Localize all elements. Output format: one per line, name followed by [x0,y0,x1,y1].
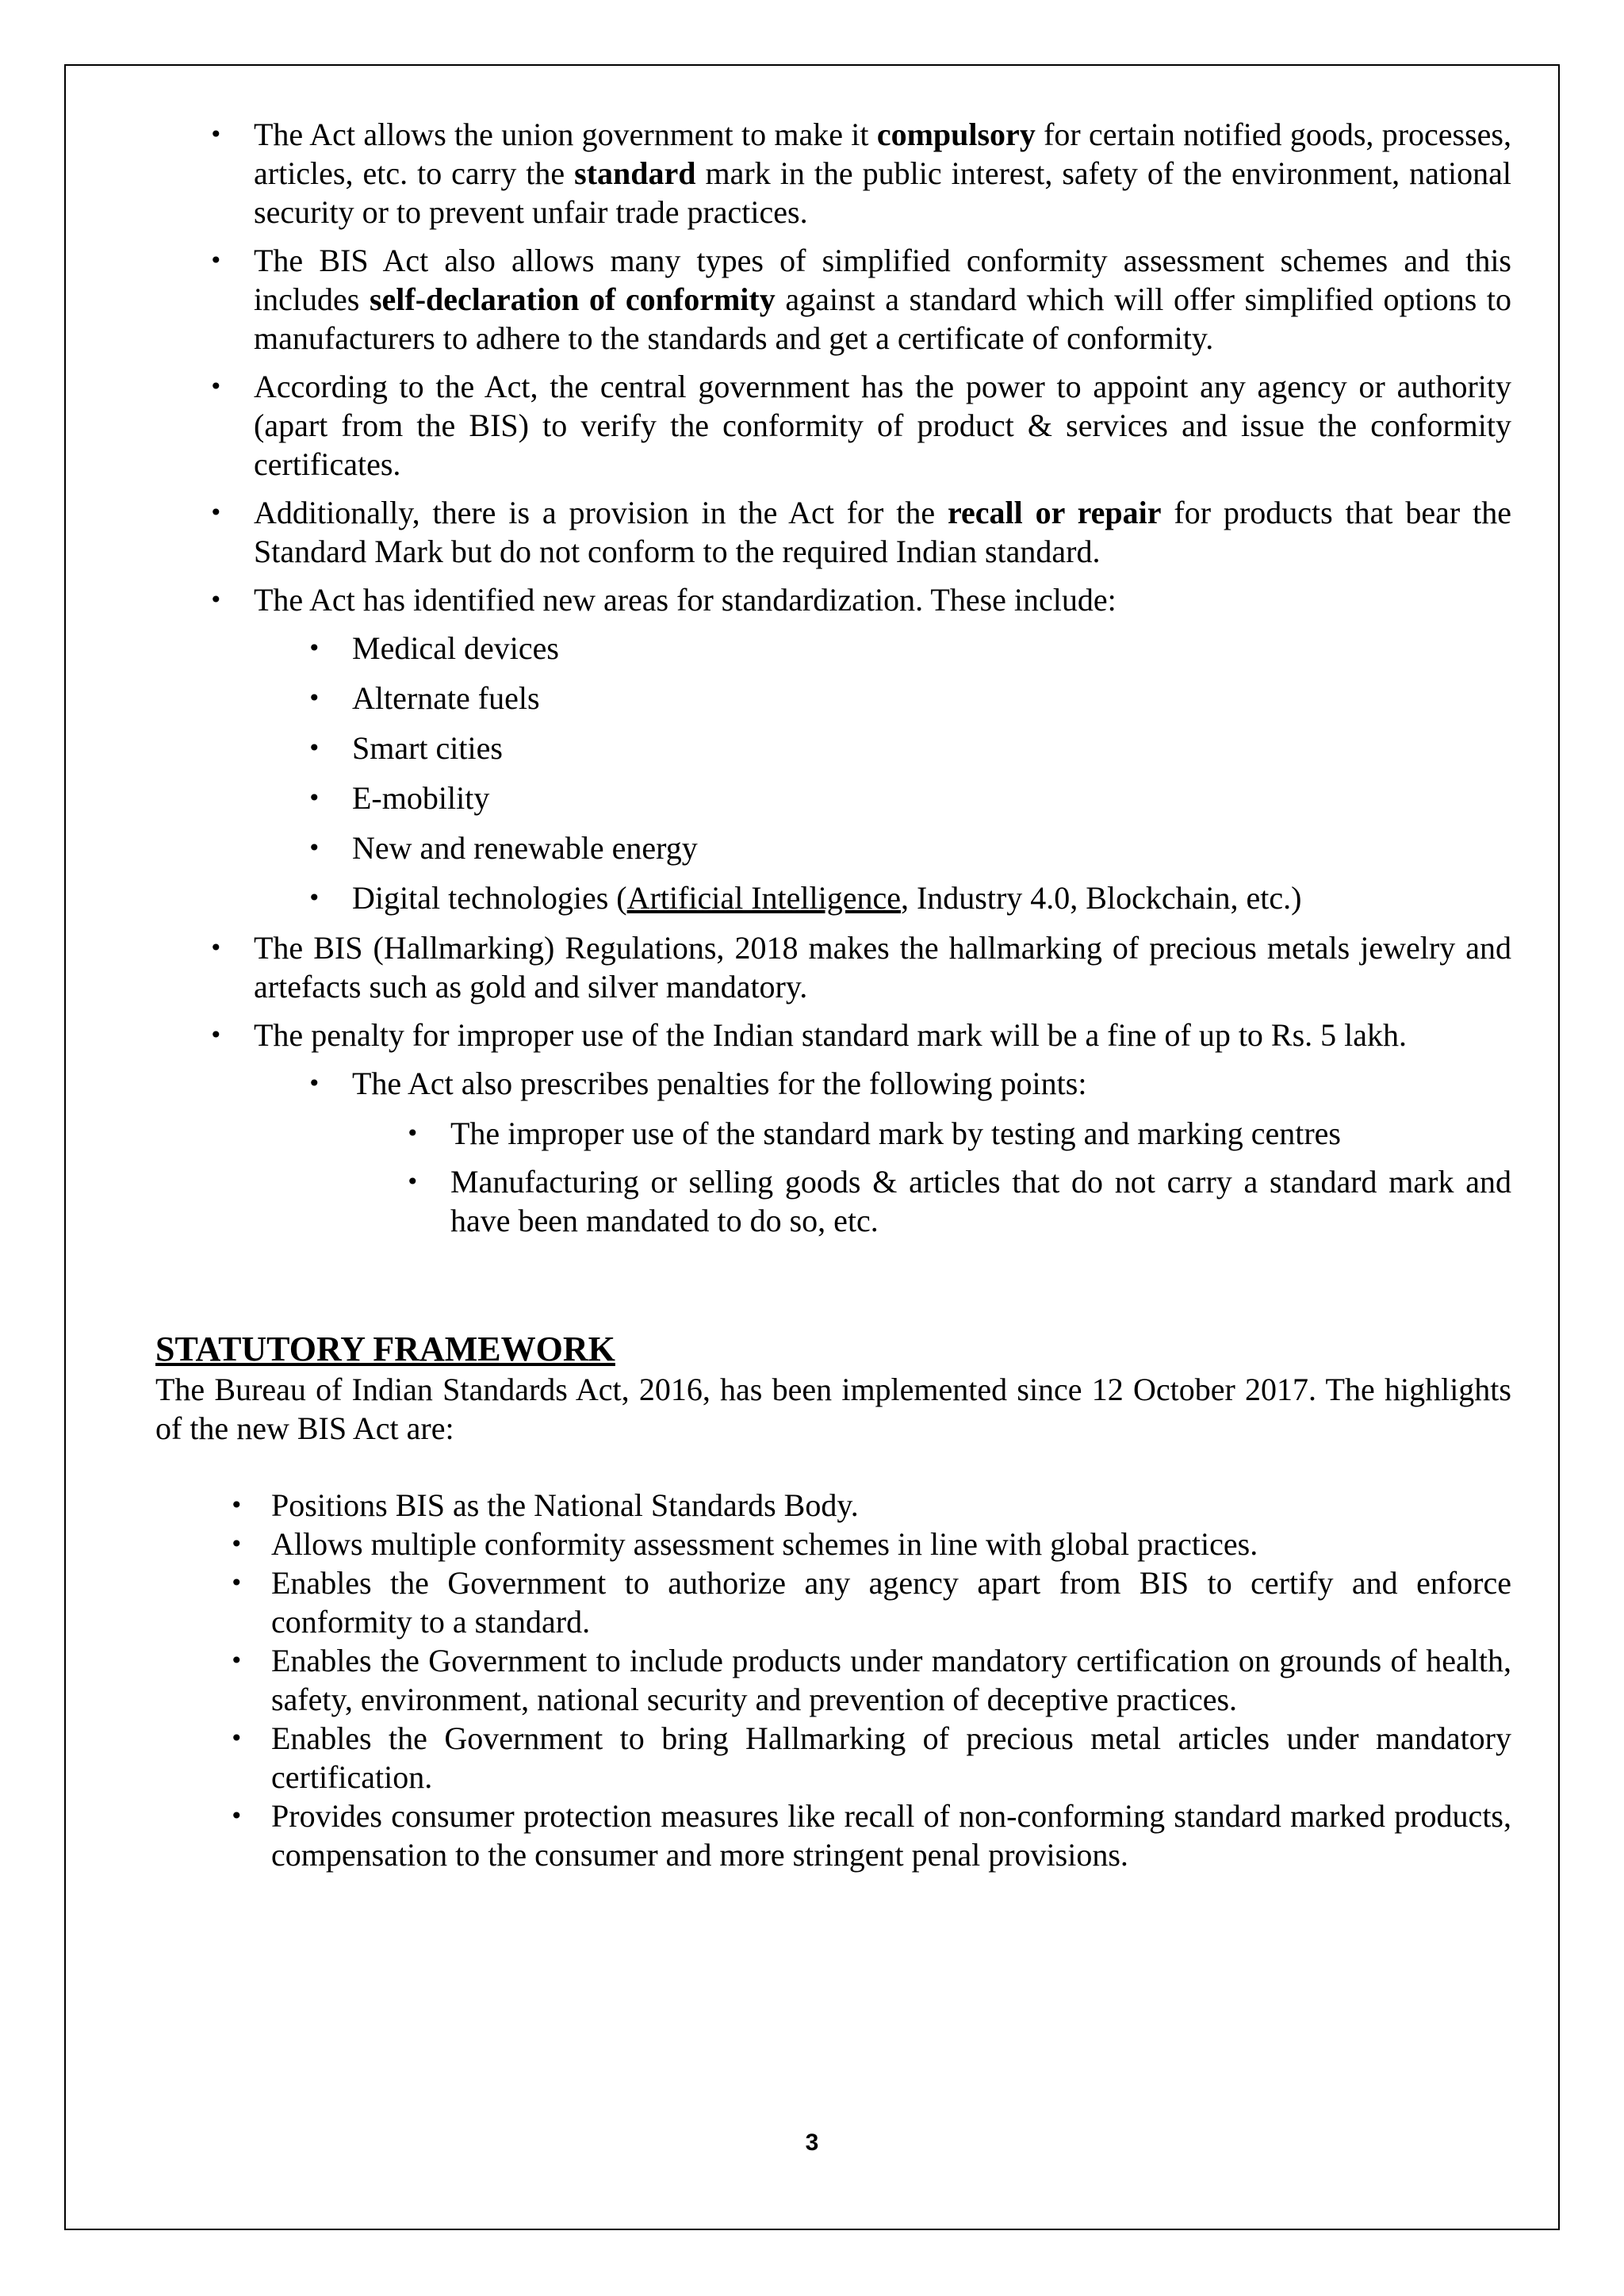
list-item: • Positions BIS as the National Standards Body. [271,1486,1511,1525]
list-item: • Manufacturing or selling goods & articles that do not carry a standard mark and have been mandated to do so, etc. [450,1162,1511,1240]
list-item: • Enables the Government to include products under mandatory certification on grounds of health, safety, environment, national security and prevention of deceptive practices. [271,1641,1511,1719]
list-item: • The improper use of the standard mark by testing and marking centres [450,1114,1511,1153]
bullet-compulsory: • The Act allows the union government to make it compulsory for certain notified goods, processes, articles, etc. to carry the standard mark in the public interest, safety of the environment, national security or to prevent unfair trade practices. [254,115,1511,232]
bullet-new-areas: • The Act has identified new areas for standardization. These include: • Medical devices • Alternate fuels • Smart cities • E-mobility • New and renewable energy • Digital technologies (Artificial Intelligence, Industry 4.0, Blockchain, etc.) [254,580,1511,917]
bullet-recall-repair: • Additionally, there is a provision in the Act for the recall or repair for products that bear the Standard Mark but do not conform to the required Indian standard. [254,493,1511,571]
penalty-points-list [352,1114,1511,1240]
page-number: 3 [805,2130,819,2156]
penalty-sublist [254,1064,1511,1240]
list-item: • Enables the Government to bring Hallmarking of precious metal articles under mandatory certification. [271,1719,1511,1797]
list-item: • Alternate fuels [352,679,1511,718]
framework-intro: The Bureau of Indian Standards Act, 2016, has been implemented since 12 October 2017. The highlights of the new BIS Act are: [155,1372,1511,1446]
page-content [155,115,1511,1874]
list-item: • Provides consumer protection measures like recall of non-conforming standard marked products, compensation to the consumer and more stringent penal provisions. [271,1797,1511,1874]
list-item: • Smart cities [352,729,1511,767]
bullet-self-declaration: • The BIS Act also allows many types of simplified conformity assessment schemes and this includes self-declaration of conformity against a standard which will offer simplified options to manufacturers to adhere to the standards and get a certificate of conformity. [254,241,1511,358]
artificial-intelligence-link[interactable]: Artificial Intelligence [626,880,901,916]
list-item: • Allows multiple conformity assessment schemes in line with global practices. [271,1525,1511,1563]
list-item: • E-mobility [352,779,1511,817]
list-item-digital: • Digital technologies (Artificial Intelligence, Industry 4.0, Blockchain, etc.) [352,878,1511,917]
list-item: • Medical devices [352,629,1511,668]
list-item: • Enables the Government to authorize any agency apart from BIS to certify and enforce conformity to a standard. [271,1563,1511,1641]
main-bullet-list [155,115,1511,1240]
section-heading: STATUTORY FRAMEWORK [155,1330,615,1368]
new-areas-list [254,629,1511,917]
framework-list [155,1486,1511,1874]
bullet-penalty: • The penalty for improper use of the Indian standard mark will be a fine of up to Rs. 5 lakh. • The Act also prescribes penalties for the following points: • The improper use of the standard mark by testing and marking centres • Manufacturing or selling goods & articles that do not carry a standard mark and have been mandated to do so, etc. [254,1016,1511,1240]
list-item: • New and renewable energy [352,828,1511,867]
bullet-hallmarking: • The BIS (Hallmarking) Regulations, 2018 makes the hallmarking of precious metals jewelry and artefacts such as gold and silver mandatory. [254,928,1511,1006]
bullet-appoint-agency: • According to the Act, the central government has the power to appoint any agency or authority (apart from the BIS) to verify the conformity of product & services and issue the conformity certificates. [254,367,1511,484]
penalty-sub-item: • The Act also prescribes penalties for the following points: • The improper use of the standard mark by testing and marking centres • Manufacturing or selling goods & articles that do not carry a standard mark and have been mandated to do so, etc. [352,1064,1511,1240]
